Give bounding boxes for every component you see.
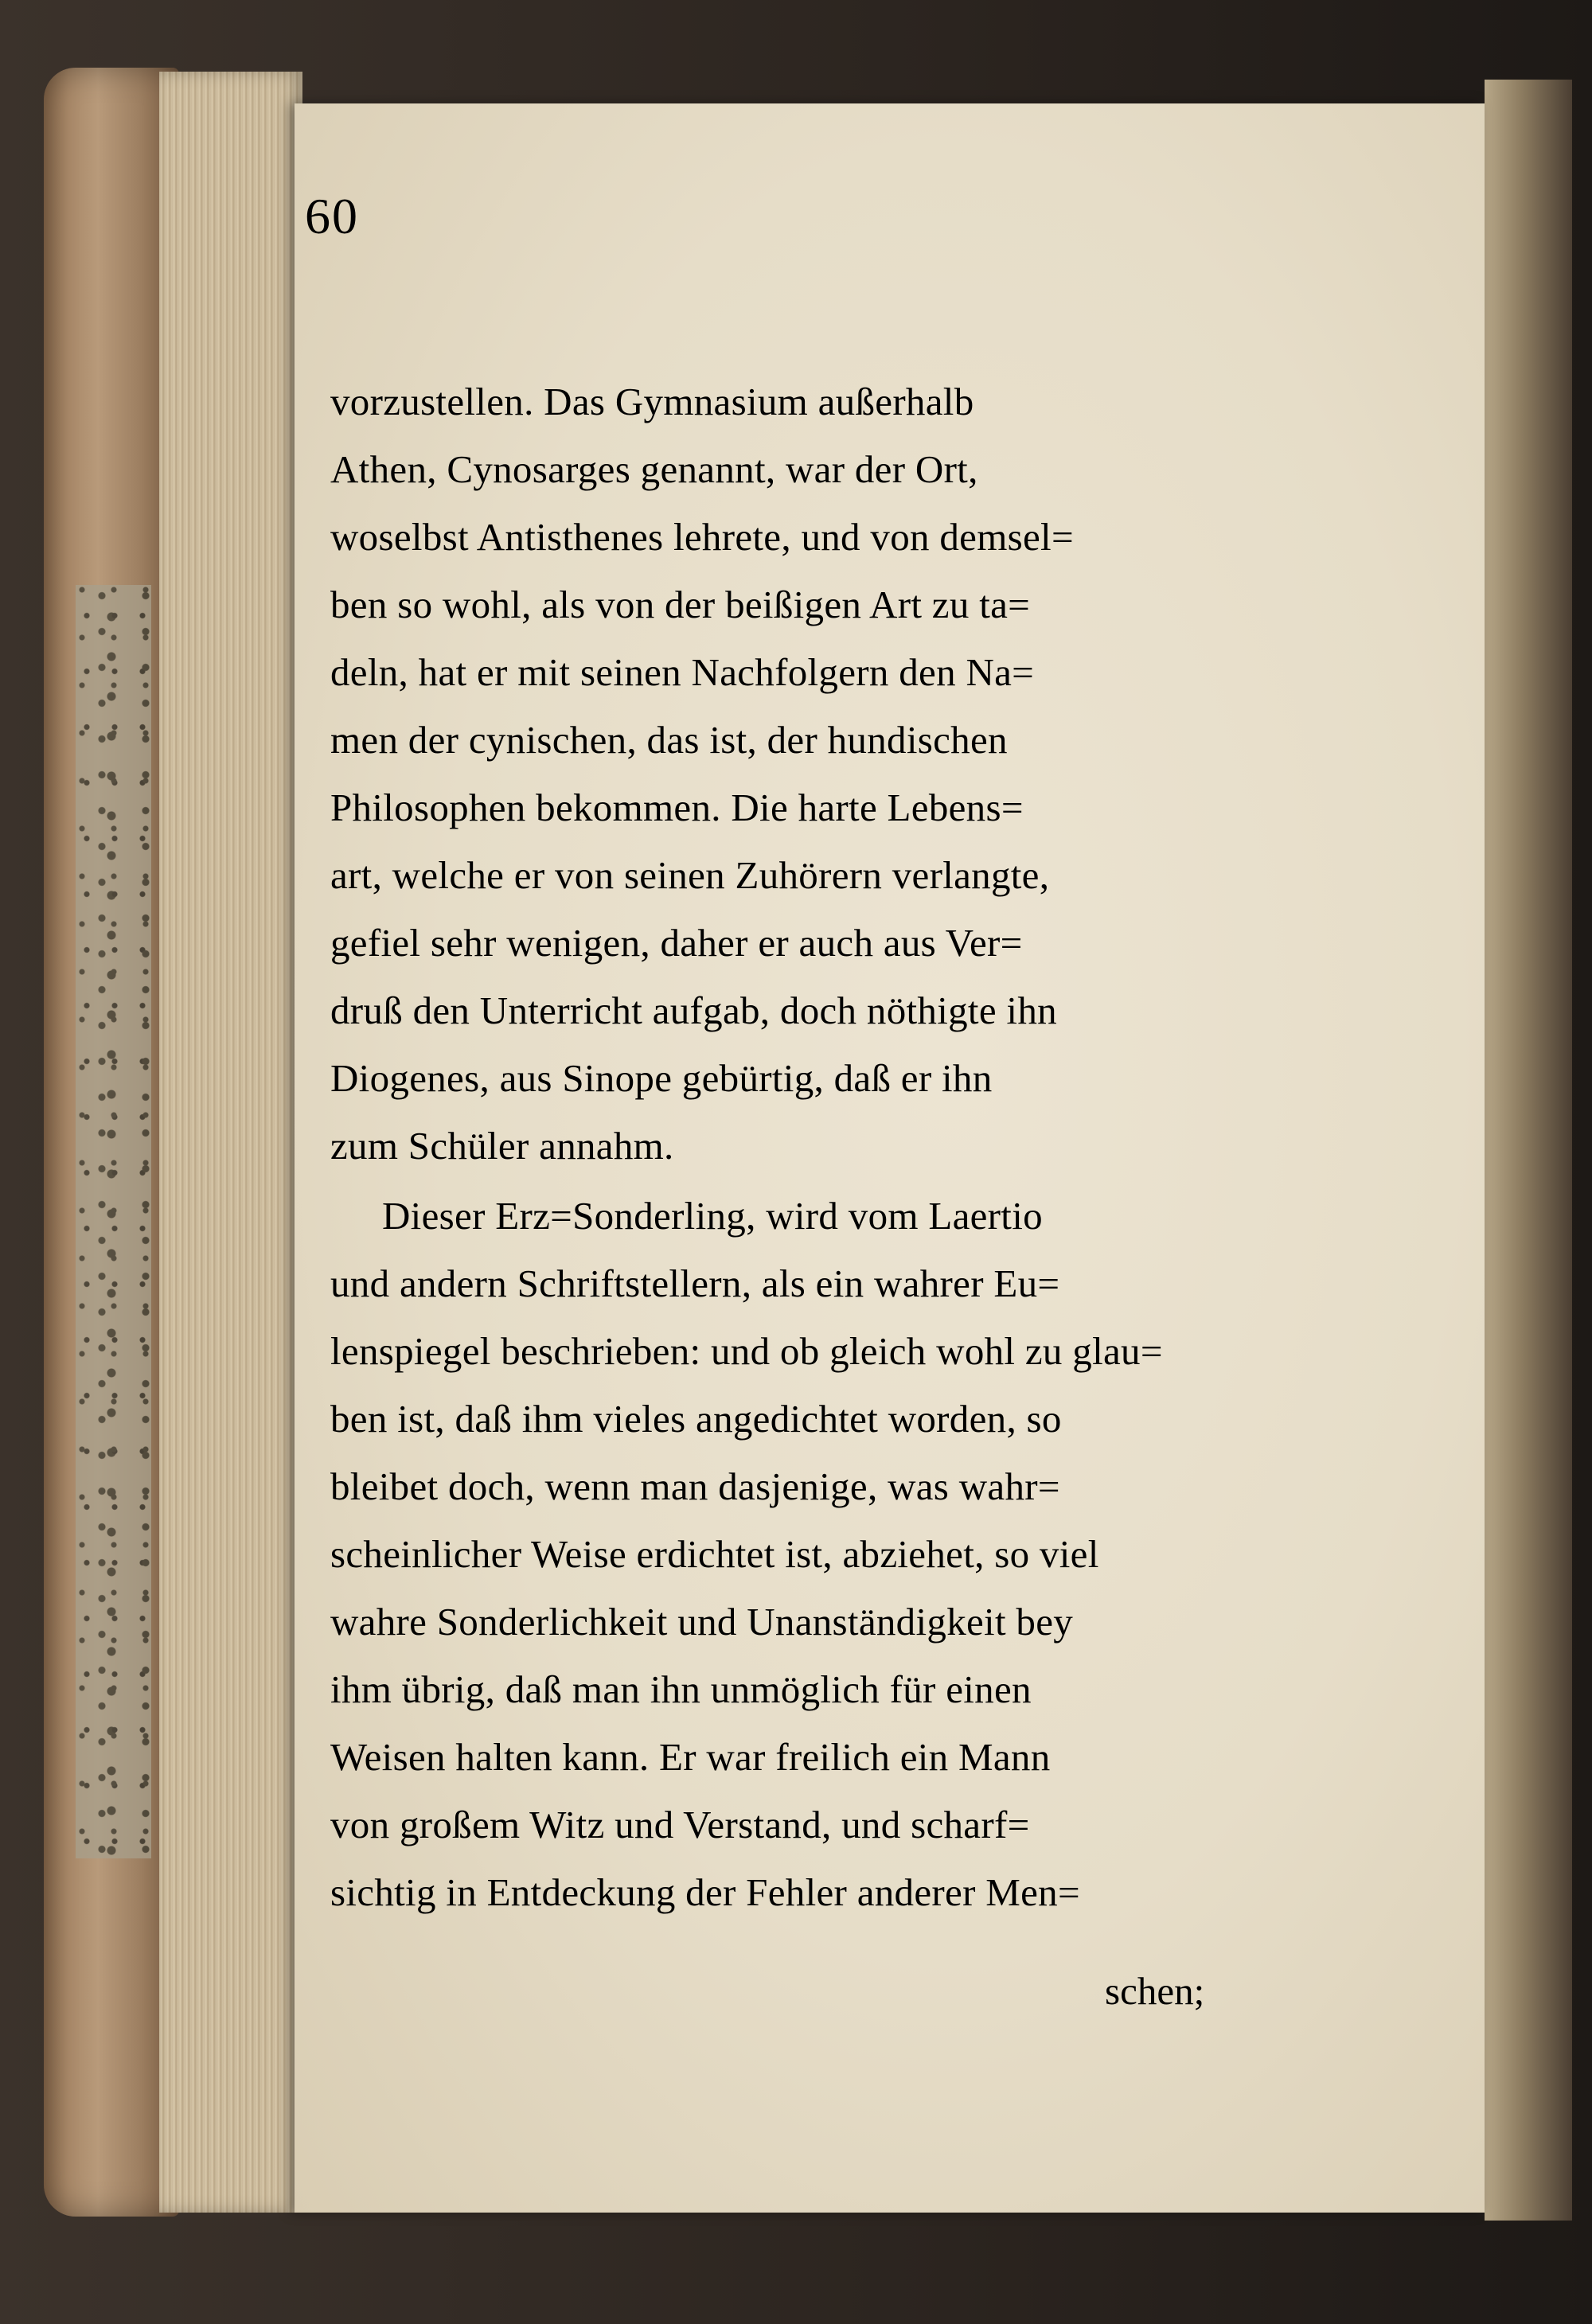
text-line-indented: Dieser Erz=Sonderling, wird vom Laertio bbox=[382, 1194, 1043, 1238]
text-line: art, welche er von seinen Zuhörern verlangte, bbox=[330, 853, 1050, 897]
facing-page-edge bbox=[1485, 80, 1572, 2221]
text-line: scheinlicher Weise erdichtet ist, abziehet, so viel bbox=[330, 1532, 1099, 1576]
text-line: woselbst Antisthenes lehrete, und von demsel= bbox=[330, 515, 1074, 559]
text-line: gefiel sehr wenigen, daher er auch aus Ver= bbox=[330, 921, 1023, 965]
text-line: vorzustellen. Das Gymnasium außerhalb bbox=[330, 380, 974, 423]
text-line: ben so wohl, als von der beißigen Art zu ta= bbox=[330, 583, 1031, 626]
text-line: men der cynischen, das ist, der hundischen bbox=[330, 718, 1008, 762]
text-line: und andern Schriftstellern, als ein wahrer Eu= bbox=[330, 1261, 1060, 1305]
catchword: schen; bbox=[1105, 1969, 1205, 2013]
text-line: lenspiegel beschrieben: und ob gleich wohl zu glau= bbox=[330, 1329, 1163, 1373]
text-line: sichtig in Entdeckung der Fehler anderer Men= bbox=[330, 1870, 1080, 1914]
text-line: Philosophen bekommen. Die harte Lebens= bbox=[330, 786, 1024, 829]
text-line: druß den Unterricht aufgab, doch nöthigte ihn bbox=[330, 988, 1057, 1032]
text-line: wahre Sonderlichkeit und Unanständigkeit bey bbox=[330, 1600, 1074, 1644]
text-line: Weisen halten kann. Er war freilich ein Mann bbox=[330, 1735, 1051, 1779]
text-line: deln, hat er mit seinen Nachfolgern den Na= bbox=[330, 650, 1035, 694]
text-line: ihm übrig, daß man ihn unmöglich für einen bbox=[330, 1667, 1032, 1711]
page-stack-edge bbox=[159, 72, 302, 2213]
text-line: Diogenes, aus Sinope gebürtig, daß er ihn bbox=[330, 1056, 993, 1100]
cover-marbling bbox=[76, 585, 151, 1858]
text-line: ben ist, daß ihm vieles angedichtet worden, so bbox=[330, 1397, 1062, 1441]
text-line: zum Schüler annahm. bbox=[330, 1124, 674, 1168]
text-line: von großem Witz und Verstand, und scharf= bbox=[330, 1803, 1030, 1846]
text-line: bleibet doch, wenn man dasjenige, was wahr= bbox=[330, 1464, 1060, 1508]
page-number: 60 bbox=[305, 188, 359, 244]
text-line: Athen, Cynosarges genannt, war der Ort, bbox=[330, 447, 978, 491]
